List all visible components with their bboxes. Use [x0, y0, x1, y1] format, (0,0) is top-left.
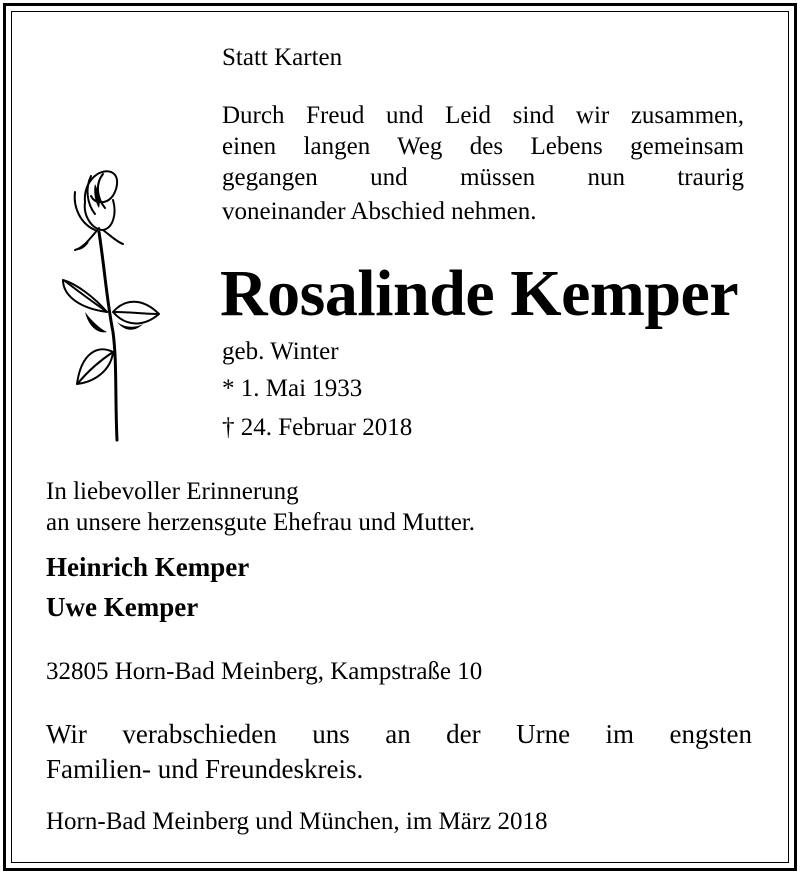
- remembrance-line-1: In liebevoller Erinnerung: [46, 478, 299, 505]
- rose-icon: [55, 162, 165, 447]
- poem-line-3: gegangen und müssen nun traurig: [222, 164, 744, 191]
- address: 32805 Horn-Bad Meinberg, Kampstraße 10: [46, 658, 483, 685]
- death-date: † 24. Februar 2018: [222, 414, 413, 441]
- poem-line-4: voneinander Abschied nehmen.: [222, 198, 537, 225]
- poem-line-1: Durch Freud und Leid sind wir zusammen,: [222, 102, 744, 129]
- place-date: Horn-Bad Meinberg und München, im März 2018: [46, 808, 548, 835]
- birth-date: * 1. Mai 1933: [222, 375, 363, 402]
- poem-line-2: einen langen Weg des Lebens gemeinsam: [222, 133, 744, 160]
- deceased-name: Rosalinde Kemper: [220, 257, 739, 330]
- signer-1: Heinrich Kemper: [46, 552, 250, 582]
- funeral-line-1: Wir verabschieden uns an der Urne im engsten: [46, 719, 752, 749]
- funeral-line-2: Familien- und Freundeskreis.: [46, 754, 364, 784]
- maiden-name: geb. Winter: [222, 338, 339, 365]
- signer-2: Uwe Kemper: [46, 592, 199, 622]
- remembrance-line-2: an unsere herzensgute Ehefrau und Mutter.: [46, 509, 476, 536]
- header-text: Statt Karten: [222, 44, 343, 71]
